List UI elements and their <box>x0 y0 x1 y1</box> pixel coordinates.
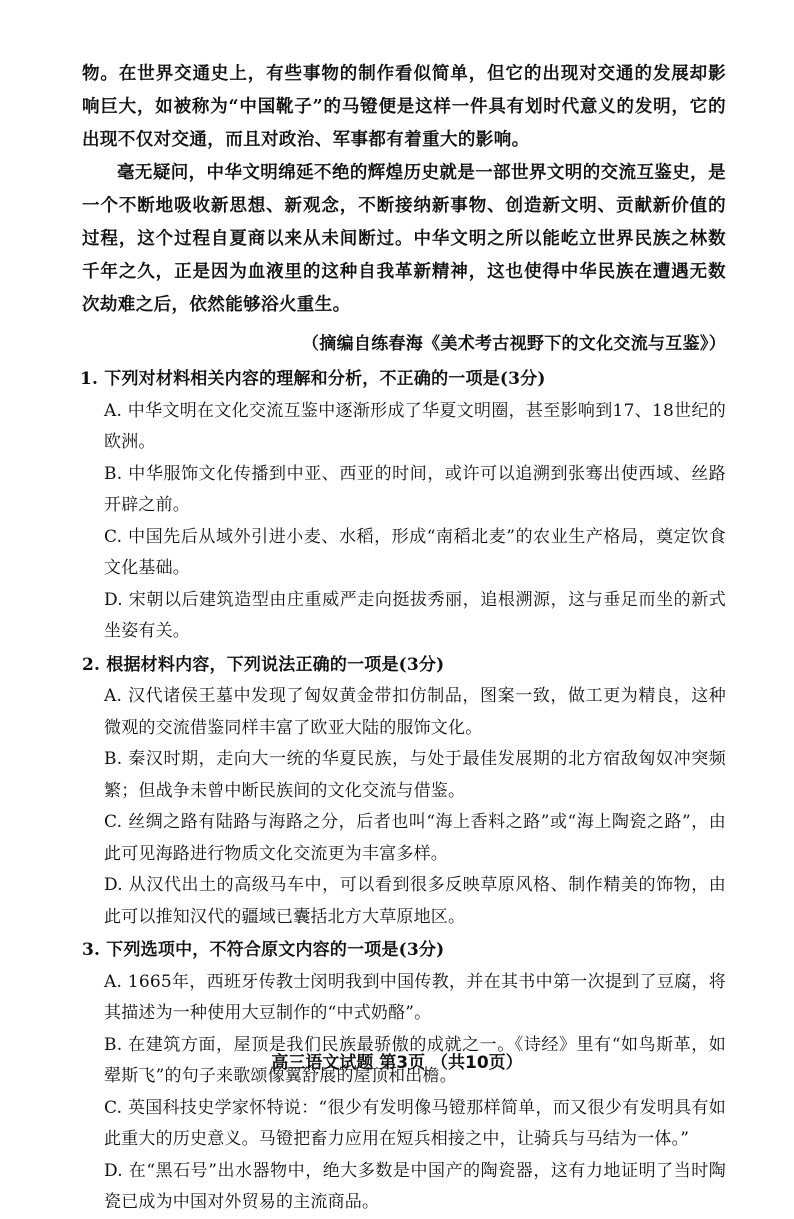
option-b[interactable]: B. 秦汉时期，走向大一统的华夏民族，与处于最佳发展期的北方宿敌匈奴冲突频繁；但战争未曾中断民族间的文化交流与借鉴。 <box>104 749 726 801</box>
question-3 <box>82 935 726 1219</box>
question-stem: 1. 下列对材料相关内容的理解和分析，不正确的一项是(3分) <box>80 369 546 389</box>
option-b[interactable]: B. 在建筑方面，屋顶是我们民族最骄傲的成就之一。《诗经》里有“如鸟斯革，如翚斯飞”的句子来歌颂像翼舒展的屋顶和出檐。 <box>104 1034 726 1086</box>
passage-paragraph-2: 毫无疑问，中华文明绵延不绝的辉煌历史就是一部世界文明的交流互鉴史，是一个不断地吸收新思想、新观念，不断接纳新事物、创造新文明、贡献新价值的过程，这个过程自夏商以来从未间断过。中华文明之所以能屹立世界民族之林数千年之久，正是因为血液里的这种自我革新精神，这也使得中华民族在遭遇无数次劫难之后，依然能够浴火重生。 <box>82 163 726 315</box>
question-1 <box>82 364 726 648</box>
passage-source: （摘编自练春海《美术考古视野下的文化交流与互鉴》） <box>302 334 726 354</box>
page-footer: 高三语文试题 第3页 （共10页） <box>271 1053 523 1073</box>
option-a[interactable]: A. 汉代诸侯王墓中发现了匈奴黄金带扣仿制品，图案一致，做工更为精良，这种微观的交流借鉴同样丰富了欧亚大陆的服饰文化。 <box>104 686 726 738</box>
question-stem: 2. 根据材料内容，下列说法正确的一项是(3分) <box>82 654 445 675</box>
option-d[interactable]: D. 在“黑石号”出水器物中，绝大多数是中国产的陶瓷器，这有力地证明了当时陶瓷已成为中国对外贸易的主流商品。 <box>104 1160 726 1212</box>
option-d[interactable]: D. 宋朝以后建筑造型由庄重威严走向挺拔秀丽，追根溯源，这与垂足而坐的新式坐姿有关。 <box>104 589 726 641</box>
question-2 <box>82 650 726 934</box>
option-a[interactable]: A. 中华文明在文化交流互鉴中逐渐形成了华夏文明圈，甚至影响到17、18世纪的欧洲。 <box>104 400 726 452</box>
question-stem: 3. 下列选项中，不符合原文内容的一项是(3分) <box>82 940 445 960</box>
option-c[interactable]: C. 丝绸之路有陆路与海路之分，后者也叫“海上香料之路”或“海上陶瓷之路”，由此可见海路进行物质文化交流更为丰富多样。 <box>104 812 726 864</box>
option-a[interactable]: A. 1665年，西班牙传教士闵明我到中国传教，并在其书中第一次提到了豆腐，将其描述为一种使用大豆制作的“中式奶酪”。 <box>104 971 726 1023</box>
passage-paragraph-1: 物。在世界交通史上，有些事物的制作看似简单，但它的出现对交通的发展却影响巨大，如被称为“中国靴子”的马镫便是这样一件具有划时代意义的发明，它的出现不仅对交通，而且对政治、军事都有着重大的影响。 <box>82 64 726 150</box>
option-d[interactable]: D. 从汉代出土的高级马车中，可以看到很多反映草原风格、制作精美的饰物，由此可以推知汉代的疆域已囊括北方大草原地区。 <box>104 875 726 927</box>
option-c[interactable]: C. 中国先后从域外引进小麦、水稻，形成“南稻北麦”的农业生产格局，奠定饮食文化基础。 <box>104 526 726 578</box>
option-c[interactable]: C. 英国科技史学家怀特说：“很少有发明像马镫那样简单，而又很少有发明具有如此重大的历史意义。马镫把畜力应用在短兵相接之中，让骑兵与马结为一体。” <box>104 1097 726 1149</box>
reading-passage <box>82 58 726 360</box>
option-b[interactable]: B. 中华服饰文化传播到中亚、西亚的时间，或许可以追溯到张骞出使西域、丝路开辟之前。 <box>104 463 726 515</box>
